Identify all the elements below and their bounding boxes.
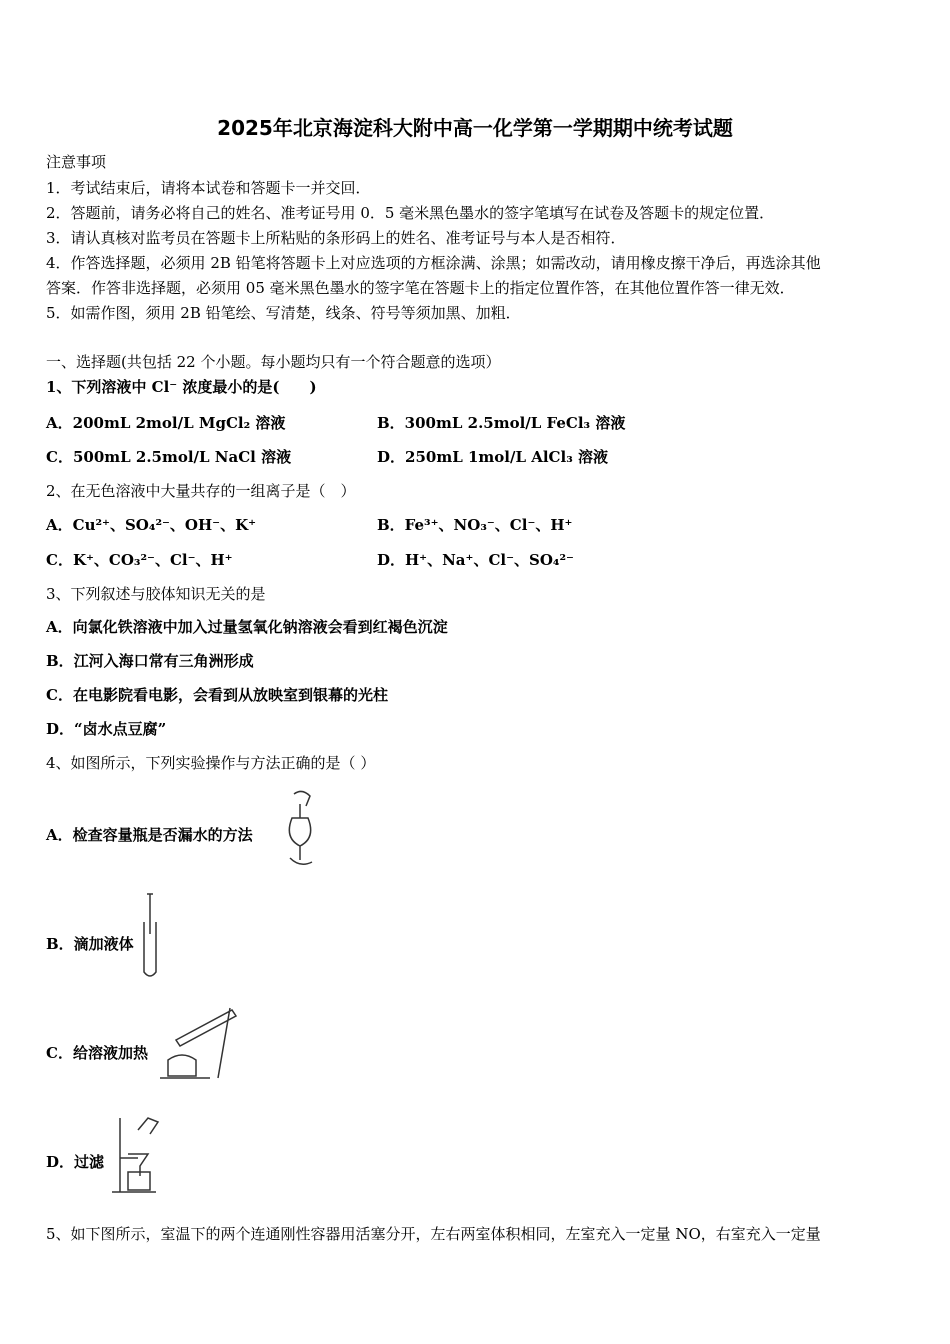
option: B．Fe³⁺、NO₃⁻、Cl⁻、H⁺ xyxy=(377,516,573,534)
option: A．Cu²⁺、SO₄²⁻、OH⁻、K⁺ xyxy=(46,516,257,534)
notice-heading: 注意事项 xyxy=(46,153,107,171)
option: C．500mL 2.5mol/L NaCl 溶液 xyxy=(46,448,292,466)
dropper-test-tube-figure xyxy=(140,892,162,980)
option: A．向氯化铁溶液中加入过量氢氧化钠溶液会看到红褐色沉淀 xyxy=(46,618,448,636)
option: A．检查容量瓶是否漏水的方法 xyxy=(46,826,253,844)
option: B．滴加液体 xyxy=(46,935,134,953)
option: C．在电影院看电影，会看到从放映室到银幕的光柱 xyxy=(46,686,388,704)
option: A．200mL 2mol/L MgCl₂ 溶液 xyxy=(46,414,286,432)
question-stem: 1、下列溶液中 Cl⁻ 浓度最小的是( ) xyxy=(46,378,317,396)
heating-test-tube-figure xyxy=(158,1000,244,1084)
option: D．“卤水点豆腐” xyxy=(46,720,167,738)
option: D．过滤 xyxy=(46,1153,105,1171)
question-stem: 3、下列叙述与胶体知识无关的是 xyxy=(46,585,266,603)
option: C．K⁺、CO₃²⁻、Cl⁻、H⁺ xyxy=(46,551,233,569)
option: B．300mL 2.5mol/L FeCl₃ 溶液 xyxy=(377,414,626,432)
page-title: 2025年北京海淀科大附中高一化学第一学期期中统考试题 xyxy=(217,116,733,140)
filtration-figure xyxy=(108,1108,160,1196)
option: D．250mL 1mol/L AlCl₃ 溶液 xyxy=(377,448,608,466)
section-heading: 一、选择题(共包括 22 个小题。每小题均只有一个符合题意的选项） xyxy=(46,353,501,371)
notice-item: 1．考试结束后，请将本试卷和答题卡一并交回． xyxy=(46,179,371,197)
option: C．给溶液加热 xyxy=(46,1044,148,1062)
option: B．江河入海口常有三角洲形成 xyxy=(46,652,254,670)
notice-item: 5．如需作图，须用 2B 铅笔绘、写清楚，线条、符号等须加黑、加粗． xyxy=(46,304,521,322)
notice-item: 4．作答选择题，必须用 2B 铅笔将答题卡上对应选项的方框涂满、涂黑；如需改动，请用橡皮擦干净后，再选涂其他 xyxy=(46,254,821,272)
volumetric-flask-figure xyxy=(276,788,326,870)
option: D．H⁺、Na⁺、Cl⁻、SO₄²⁻ xyxy=(377,551,574,569)
question-stem: 4、如图所示，下列实验操作与方法正确的是（ ） xyxy=(46,754,376,772)
question-stem: 2、在无色溶液中大量共存的一组离子是（ ） xyxy=(46,482,356,500)
question-stem: 5、如下图所示，室温下的两个连通刚性容器用活塞分开，左右两室体积相同，左室充入一定量 NO，右室充入一定量 xyxy=(46,1225,821,1243)
notice-item: 3．请认真核对监考员在答题卡上所粘贴的条形码上的姓名、准考证号与本人是否相符． xyxy=(46,229,626,247)
notice-item: 答案．作答非选择题，必须用 05 毫米黑色墨水的签字笔在答题卡上的指定位置作答，在其他位置作答一律无效． xyxy=(46,279,795,297)
notice-item: 2．答题前，请务必将自己的姓名、准考证号用 0．5 毫米黑色墨水的签字笔填写在试卷及答题卡的规定位置． xyxy=(46,204,775,222)
